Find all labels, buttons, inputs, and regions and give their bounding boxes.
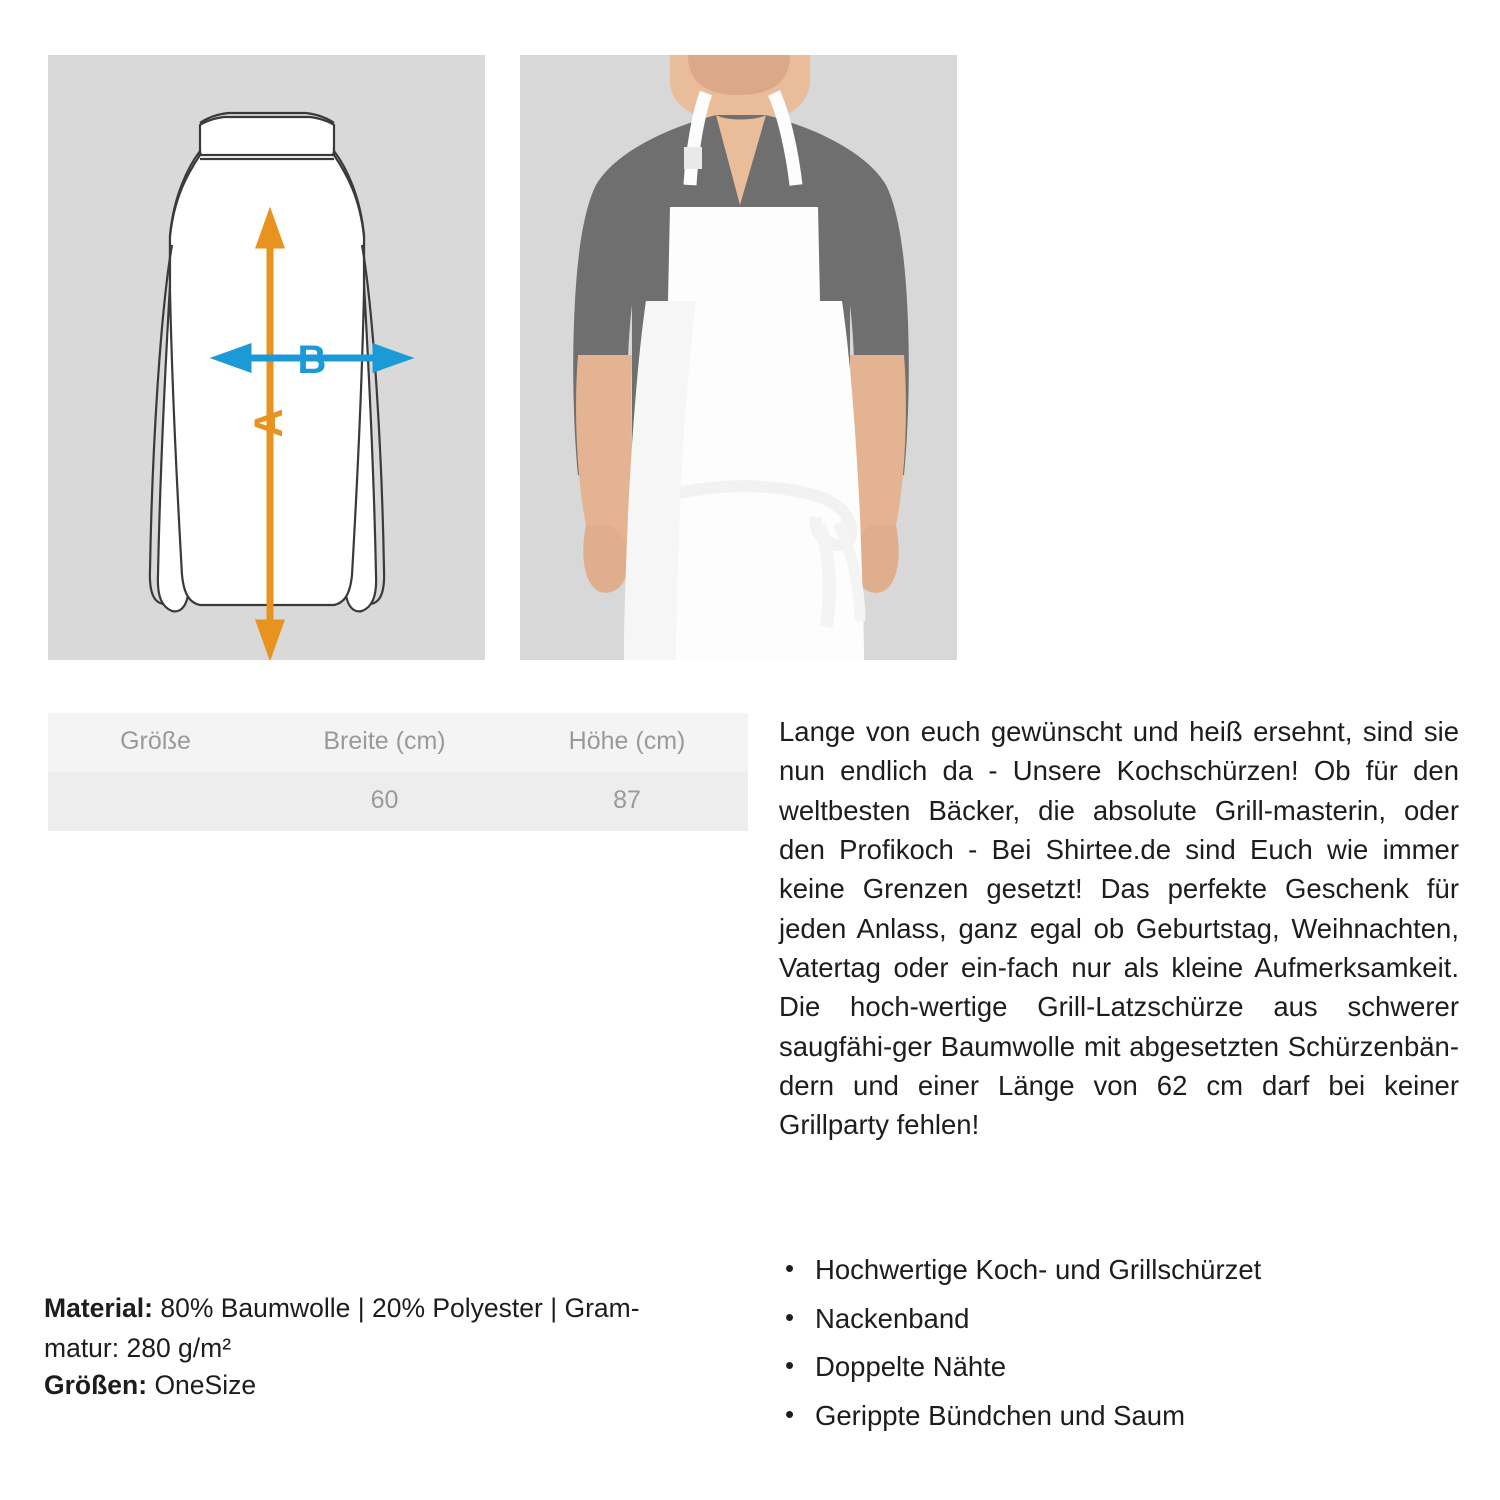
size-table-header-size: Größe [120, 727, 191, 755]
size-table-header-height: Höhe (cm) [568, 727, 686, 755]
list-item: • Doppelte Nähte [779, 1347, 1459, 1388]
size-cell-width: 60 [370, 786, 399, 814]
material-row [44, 1290, 754, 1328]
material-label: Material: [44, 1293, 153, 1323]
material-value: 80% Baumwolle | 20% Polyester | Gram- [160, 1293, 640, 1323]
size-table-header-width: Breite (cm) [323, 727, 446, 755]
apron-diagram-svg [48, 55, 485, 660]
diagram-label-a: A [247, 408, 291, 438]
sizes-value: OneSize [154, 1370, 257, 1401]
size-table-header-row [48, 713, 748, 772]
diagram-label-b: B [297, 338, 327, 382]
list-item: • Hochwertige Koch- und Grillschürzet [779, 1250, 1459, 1291]
list-item: • Nackenband [779, 1299, 1459, 1340]
table-row [48, 772, 748, 831]
product-description: Lange von euch gewünscht und heiß ersehnt, sind sie nun endlich da - Unsere Kochschürzen! Ob für den weltbesten Bäcker, die absolute Grill-masterin, oder den Profikoch - Bei Shirtee.de sind Euch wie immer keine Grenzen gesetzt! Das perfekte Geschenk für jeden Anlass, ganz egal ob Geburtstag, Weihnachten, Vatertag oder ein-fach nur als kleine Aufmerksamkeit. Die hoch-wertige Grill-Latzschürze aus schwerer saugfähi-ger Baumwolle mit abgesetzten Schürzenbän-dern und einer Länge von 62 cm darf bei keiner Grillparty fehlen! [779, 716, 1459, 1141]
sizes-row [44, 1367, 754, 1405]
apron-product-photo [520, 55, 957, 660]
product-photo-svg [520, 55, 957, 660]
size-cell-size [48, 772, 263, 831]
list-item: • Gerippte Bündchen und Saum [779, 1396, 1459, 1437]
material-info [44, 1290, 754, 1405]
size-cell-height: 87 [613, 786, 641, 814]
size-table [48, 713, 748, 831]
sizes-label: Größen: [44, 1370, 148, 1401]
product-features [779, 1250, 1459, 1445]
material-value-line2: matur: 280 g/m² [44, 1332, 232, 1363]
apron-measurement-diagram [48, 55, 485, 660]
features-list [779, 1250, 1459, 1437]
